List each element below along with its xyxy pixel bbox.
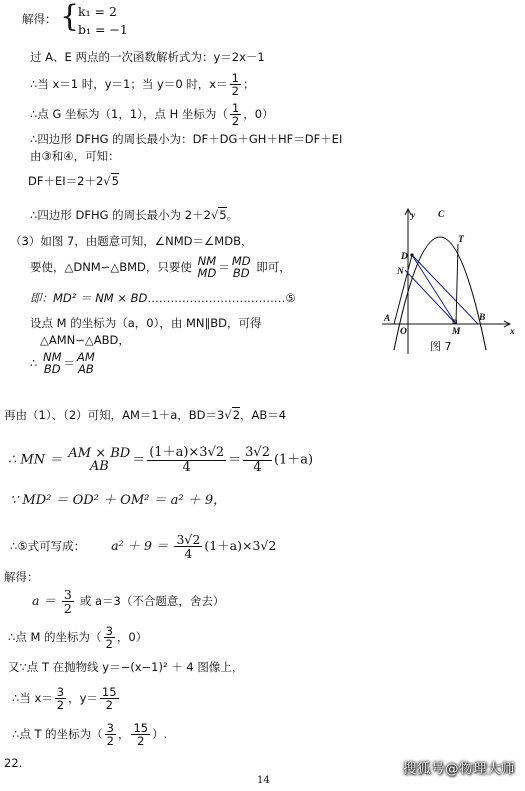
system-eq-1: k₁ = 2: [78, 4, 117, 19]
text-span: 或 a＝3（不合题意，舍去）: [79, 594, 225, 609]
fraction: [232, 256, 251, 279]
text-span: ∴四边形 DFHG 的周长最小为 2＋2: [30, 208, 211, 222]
fraction: [55, 686, 66, 711]
equation-line: [30, 352, 97, 375]
text-line: （3）如图 7，由题意可知，∠NMD＝∠MDB，: [10, 234, 253, 248]
fraction: [230, 102, 241, 127]
denominator: 2: [137, 734, 145, 749]
text-span: ；: [242, 77, 255, 92]
text-span: ∴当 x＝1 时，y＝1；当 y＝0 时，x＝: [30, 77, 228, 92]
text-line: [8, 625, 147, 650]
equation-line: [8, 446, 313, 474]
fraction: [230, 72, 241, 97]
segment-db: [412, 255, 478, 324]
numerator: NM: [197, 254, 217, 268]
figure-caption: 图 7: [430, 340, 452, 353]
text-line: 过 A、E 两点的一次函数解析式为：y＝2x－1: [30, 50, 265, 64]
numerator: 15: [101, 685, 117, 699]
text-line: [12, 722, 167, 747]
page-number: 14: [257, 775, 270, 786]
point-t-label: T: [458, 235, 464, 245]
equation: ∵ MD² ＝ OD² ＋ OM² ＝ a² ＋ 9，: [10, 493, 227, 508]
text-line: 由③和④，可知：: [30, 149, 120, 163]
text-line: [30, 72, 254, 97]
text-span: ∴点 G 坐标为（1，1），点 H 坐标为（: [30, 107, 228, 122]
numerator: MD: [231, 254, 251, 268]
point-c-label: C: [438, 210, 445, 220]
therefore-symbol: ∴: [30, 356, 38, 370]
dot-leader: ………………………………⑤: [147, 291, 296, 305]
text-line: [30, 256, 291, 279]
equals-sign: ＝: [132, 452, 146, 468]
equation-system: [60, 2, 79, 32]
text-span: ，AB＝4: [240, 408, 287, 422]
denominator: BD: [43, 361, 61, 376]
fraction: [68, 447, 130, 473]
radicand: 2: [232, 408, 241, 422]
text-span: ∴ MN ＝: [8, 452, 63, 468]
fraction: [77, 352, 95, 375]
point-b-label: B: [479, 313, 486, 323]
point-a-label: A: [384, 314, 391, 324]
fraction: [100, 686, 119, 711]
fraction: [147, 446, 226, 474]
equation-line: [10, 533, 276, 560]
text-span: ，0）: [116, 630, 148, 645]
equals-sign: ＝: [218, 260, 230, 274]
numerator: AM × BD: [68, 446, 131, 462]
denominator: 2: [106, 734, 114, 749]
equation: 即：MD² ＝ NM × BD: [30, 291, 148, 305]
radicand: 5: [111, 174, 119, 188]
fraction: [43, 352, 62, 375]
figure-7: [378, 204, 518, 364]
denominator: 2: [231, 114, 240, 129]
numerator: 3: [56, 685, 65, 699]
point-o-label: O: [400, 327, 407, 337]
numerator: 3√2: [245, 445, 270, 460]
text-span: (1＋a)×3√2: [204, 538, 277, 554]
denominator: 2: [63, 601, 72, 617]
text-span: ∴当 x＝: [12, 691, 53, 706]
text-line: [12, 686, 121, 711]
fraction: [105, 722, 116, 747]
radicand: 5: [219, 208, 227, 222]
fraction: [104, 625, 115, 650]
text-line: 设点 M 的坐标为（a，0），由 MN∥BD，可得: [30, 316, 262, 330]
numerator: 3: [105, 624, 113, 638]
text-span: (1＋a): [273, 452, 314, 468]
fraction: [198, 256, 217, 279]
denominator: AB: [89, 459, 109, 475]
brace-symbol: {: [60, 0, 80, 34]
denominator: 4: [184, 546, 193, 562]
numerator: 3: [106, 721, 114, 735]
text-line: [30, 293, 296, 305]
text-span: ，y＝: [68, 691, 98, 706]
fraction: [62, 588, 74, 615]
segment-nm: [405, 270, 456, 324]
text-span: ）.: [152, 727, 168, 742]
denominator: AB: [78, 361, 94, 376]
text-line: △AMN∽△ABD，: [40, 333, 130, 347]
text-span: ∴点 M 的坐标为（: [8, 630, 102, 645]
watermark-text: 搜狐号@物理大师: [403, 761, 515, 777]
equals-sign: ＝: [63, 356, 76, 370]
solve-label: 解得：: [22, 12, 57, 26]
denominator: 4: [182, 459, 191, 475]
numerator: NM: [42, 350, 62, 364]
equation-line: DF＋EI＝2＋2√5: [28, 174, 119, 188]
text-span: 要使，△DNM∽△BMD，只要使: [30, 260, 192, 274]
equation-line: [10, 494, 226, 507]
text-span: ∴点 T 的坐标为（: [12, 727, 103, 742]
equation: a² ＋ 9 ＝: [111, 538, 169, 554]
numerator: 15: [133, 721, 149, 735]
text-span: 即可，: [256, 260, 291, 274]
denominator: 2: [231, 84, 239, 99]
equation-line: [32, 588, 224, 615]
denominator: 2: [105, 637, 113, 652]
numerator: 1: [231, 101, 240, 115]
text-span: ∴⑤式可写成：: [10, 539, 86, 554]
text-line: ∴四边形 DFHG 的周长最小为 2＋2√5。: [30, 208, 239, 222]
numerator: (1＋a)×3√2: [149, 445, 225, 460]
text-line: [30, 102, 274, 127]
point-n-label: N: [397, 267, 404, 277]
text-span: ，0）: [243, 107, 274, 122]
equation: a ＝: [32, 593, 56, 609]
equals-sign: ＝: [228, 452, 242, 468]
text-line: 再由（1）、（2）可知，AM＝1＋a，BD＝3√2，AB＝4: [4, 408, 287, 422]
point-d-dot: [410, 253, 413, 256]
y-axis-label: y: [411, 211, 416, 221]
x-axis-label: x: [510, 327, 515, 337]
equation-group: [111, 532, 277, 562]
denominator: 2: [56, 698, 65, 713]
text-line: ∴四边形 DFHG 的周长最小为：DF＋DG＋GH＋HF＝DF＋EI: [30, 132, 343, 146]
segment-ad: [394, 255, 412, 324]
system-eq-2: b₁ = −1: [78, 22, 128, 37]
segment-mt: [456, 244, 458, 324]
segment-dm: [412, 255, 456, 324]
numerator: AM: [77, 350, 95, 364]
denominator: BD: [232, 265, 250, 280]
numerator: 3√2: [176, 532, 201, 547]
text-line: 解得：: [4, 570, 39, 584]
fraction: [243, 446, 272, 474]
question-number: 22.: [4, 756, 23, 770]
denominator: MD: [197, 265, 217, 280]
point-m-label: M: [452, 327, 461, 337]
fraction: [174, 533, 202, 560]
text-span: ，: [117, 727, 130, 742]
fraction: [131, 722, 150, 747]
text-span: 。: [226, 208, 239, 222]
denominator: 2: [105, 698, 113, 713]
text-line: 又∵点 T 在抛物线 y＝−(x−1)² ＋ 4 图像上，: [8, 660, 244, 674]
denominator: 4: [253, 459, 262, 475]
numerator: 1: [231, 71, 239, 85]
numerator: 3: [63, 587, 72, 602]
text-span: DF＋EI＝2＋2: [28, 174, 104, 188]
text-span: 再由（1）、（2）可知，AM＝1＋a，BD＝3: [4, 408, 225, 422]
point-d-label: D: [401, 252, 408, 262]
